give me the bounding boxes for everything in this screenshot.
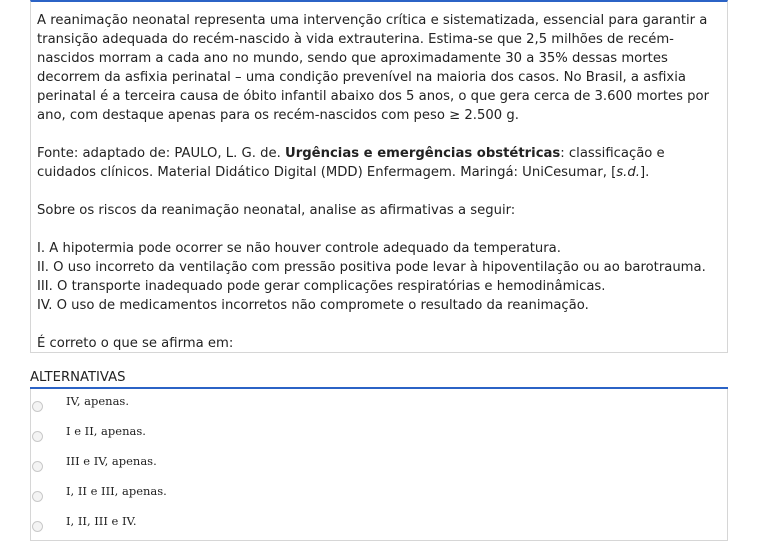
alternative-option-5[interactable] (31, 509, 727, 539)
radio-button[interactable] (32, 461, 43, 472)
alternative-label[interactable]: I, II e III, apenas. (66, 484, 167, 498)
source-title: Urgências e emergências obstétricas (285, 146, 561, 161)
source-suffix: ]. (639, 165, 650, 180)
question-card (30, 0, 728, 353)
radio-button[interactable] (32, 521, 43, 532)
statement-3: III. O transporte inadequado pode gerar complicações respiratórias e hemodinâmicas. (37, 279, 606, 294)
alternative-option-3[interactable] (31, 449, 727, 479)
alternative-label[interactable]: IV, apenas. (66, 394, 129, 408)
question-closing: É correto o que se afirma em: (37, 336, 234, 351)
alternative-label[interactable]: I e II, apenas. (66, 424, 146, 438)
alternatives-list (30, 389, 728, 541)
alternatives-header: ALTERNATIVAS (30, 369, 728, 389)
source-citation (37, 144, 721, 182)
statement-4: IV. O uso de medicamentos incorretos não compromete o resultado da reanimação. (37, 298, 589, 313)
question-prompt: Sobre os riscos da reanimação neonatal, analise as afirmativas a seguir: (37, 203, 516, 218)
radio-button[interactable] (32, 491, 43, 502)
question-intro: A reanimação neonatal representa uma intervenção crítica e sistematizada, essencial para garantir a transição adequada do recém-nascido à vida extrauterina. Estima-se que 2,5 milhões de recém-nascidos morram a cada ano no mundo, sendo que aproximadamente 30 a 35% dessas mortes decorrem da asfixia perinatal – uma condição prevenível na maioria dos casos. No Brasil, a asfixia perinatal é a terceira causa de óbito infantil abaixo dos 5 anos, o que gera cerca de 3.600 mortes por ano, com destaque apenas para os recém-nascidos com peso ≥ 2.500 g. (37, 13, 710, 123)
source-sd: s.d. (616, 165, 640, 180)
statement-2: II. O uso incorreto da ventilação com pressão positiva pode levar à hipoventilação ou ao barotrauma. (37, 260, 706, 275)
alternative-label[interactable]: III e IV, apenas. (66, 454, 157, 468)
radio-button[interactable] (32, 401, 43, 412)
alternative-label[interactable]: I, II, III e IV. (66, 514, 137, 528)
alternative-option-4[interactable] (31, 479, 727, 509)
statements-list (37, 239, 721, 315)
source-prefix: Fonte: adaptado de: PAULO, L. G. de. (37, 146, 285, 161)
statement-1: I. A hipotermia pode ocorrer se não houver controle adequado da temperatura. (37, 241, 561, 256)
alternative-option-2[interactable] (31, 419, 727, 449)
radio-button[interactable] (32, 431, 43, 442)
source-middle: : classificação e cuidados clínicos. Material Didático Digital (MDD) Enfermagem. Maringá: UniCesumar, [ (37, 146, 665, 180)
alternative-option-1[interactable] (31, 389, 727, 419)
